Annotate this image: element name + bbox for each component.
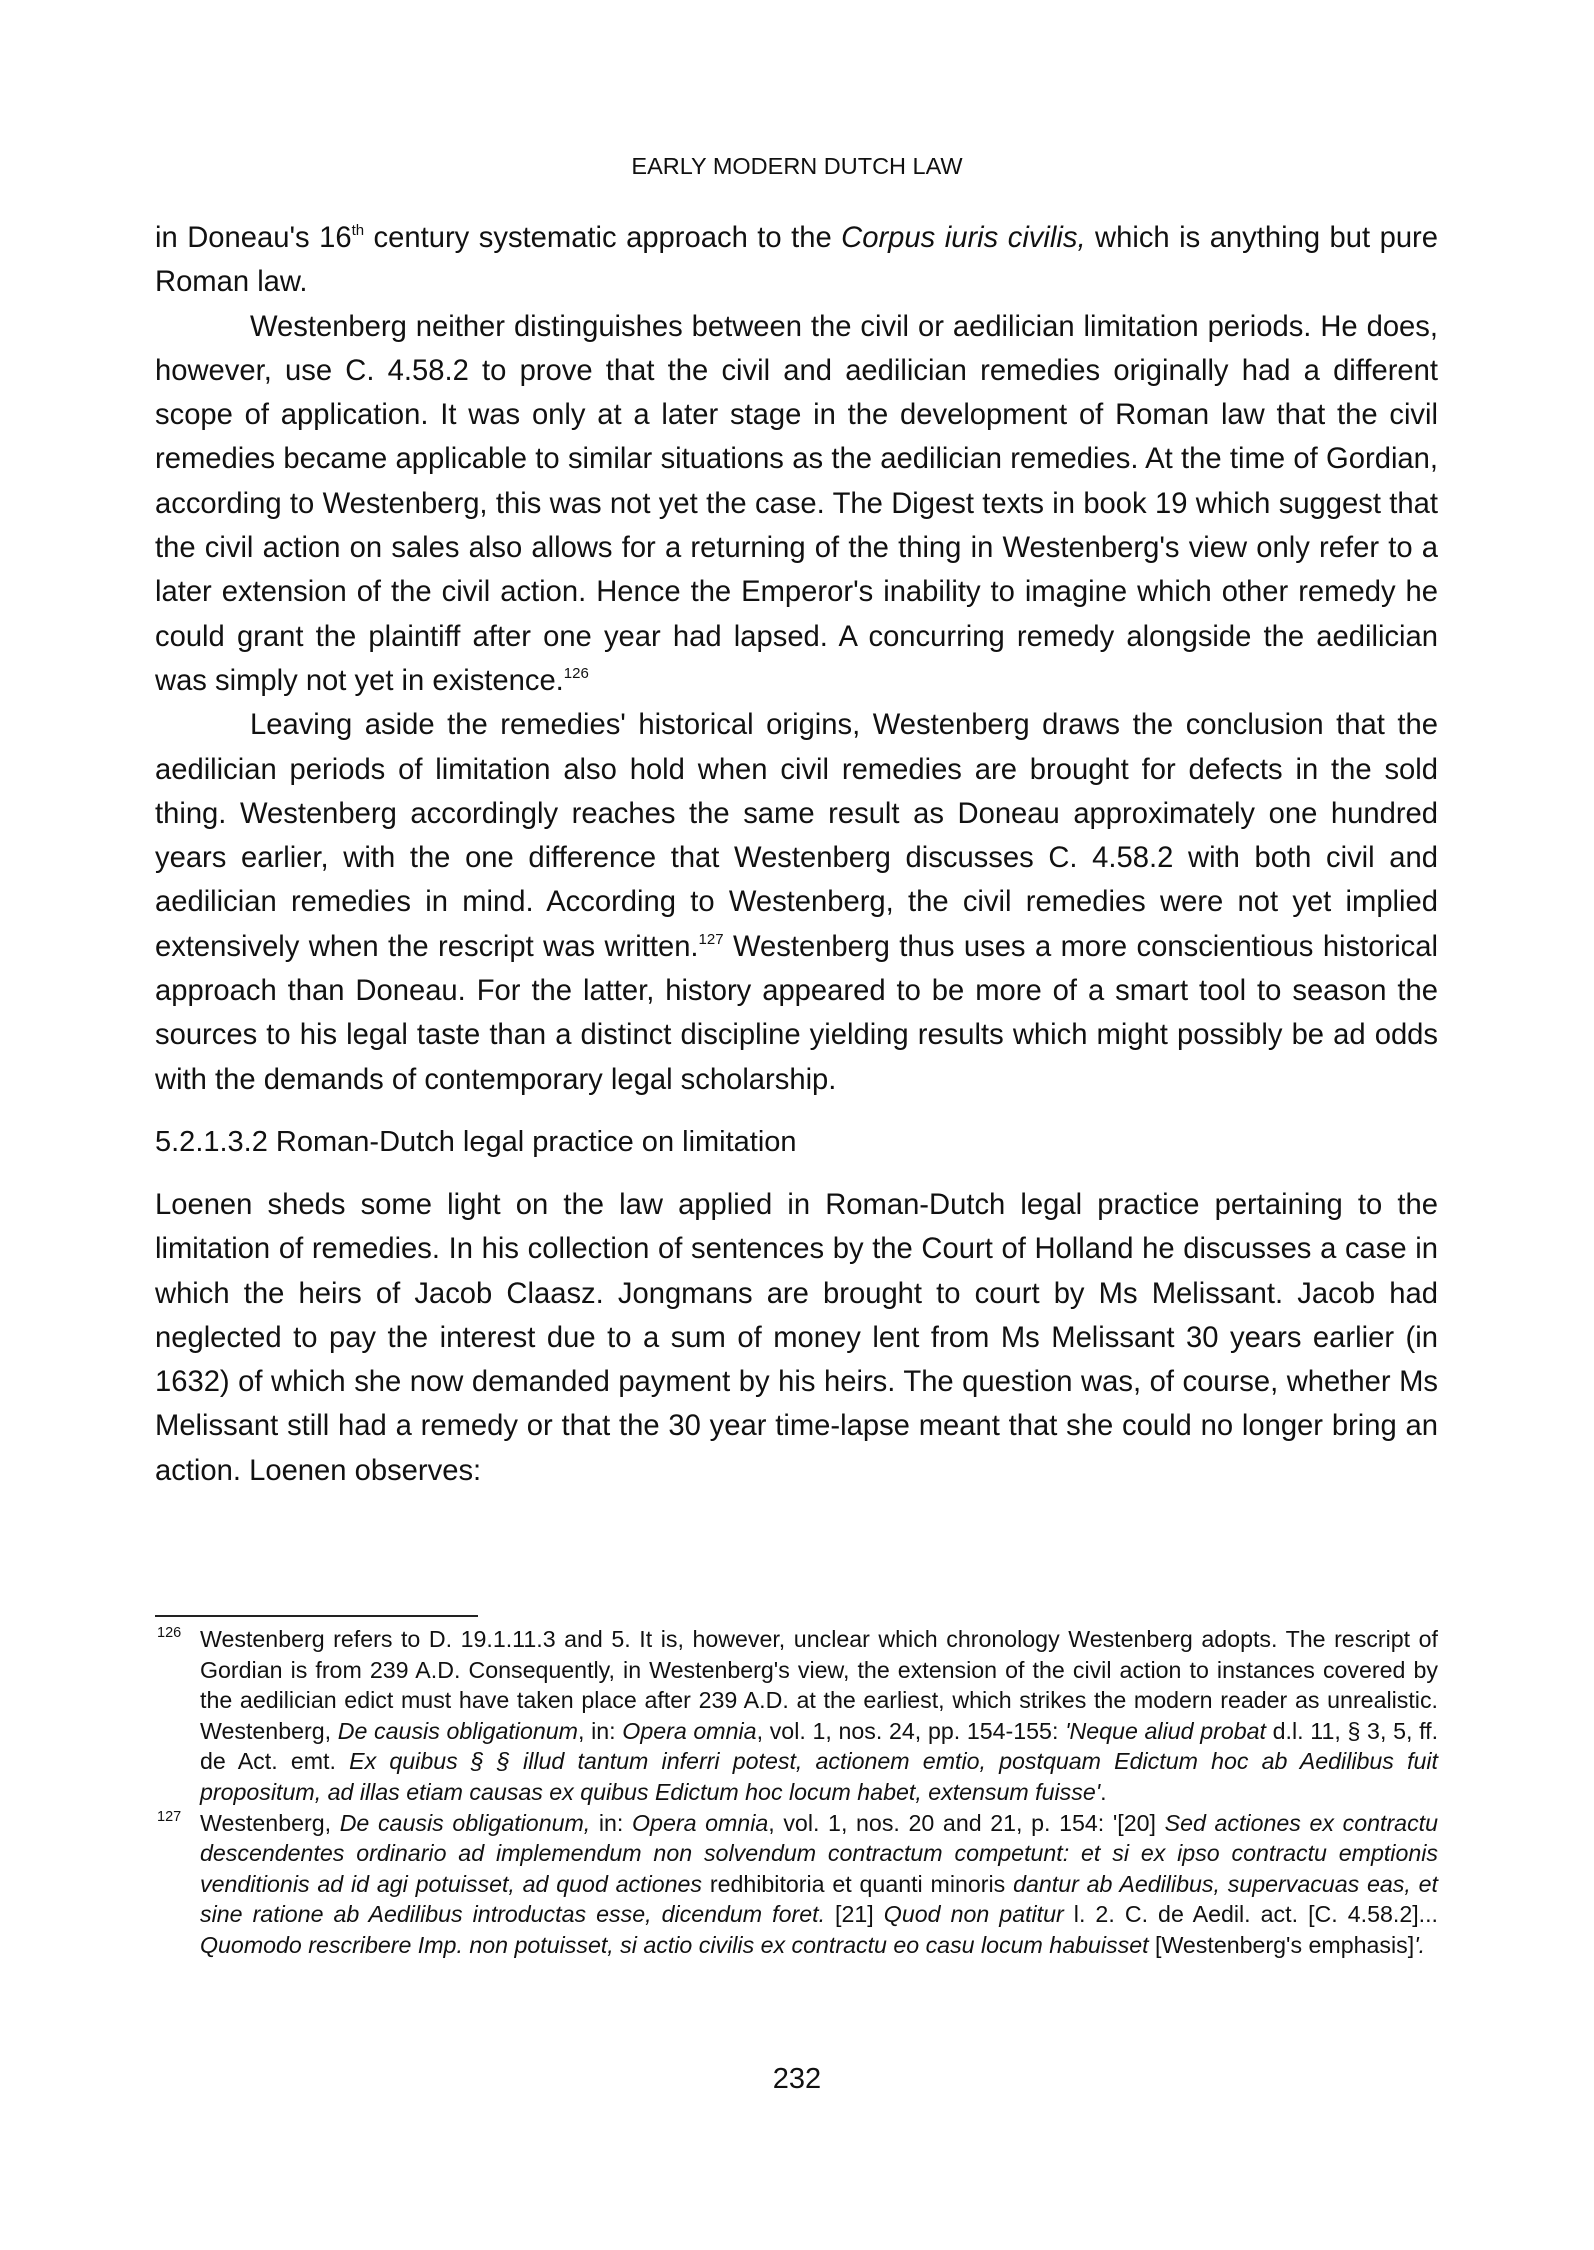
text-segment: Leaving aside the remedies' historical origins, Westenberg draws the conclusion that the aedilician periods of limitation also hold when civil remedies are brought for defects in the sold thing. Westenberg accordingly reaches the same result as Doneau approximately one hundred years earlier, with the one difference that Westenberg discusses C. 4.58.2 with both civil and aedilician remedies in mind. According to Westenberg, the civil remedies were not yet implied extensively when the rescript was written. xyxy=(155,709,1438,963)
body-text xyxy=(155,216,1438,1493)
paragraph-3 xyxy=(155,703,1438,1102)
footnote-ref-127[interactable]: 127 xyxy=(698,930,724,948)
text-segment: Westenberg, xyxy=(200,1809,340,1836)
text-segment: , in: xyxy=(577,1717,623,1744)
italic-segment: De causis obligationum, xyxy=(339,1809,591,1836)
text-segment: century systematic approach to the xyxy=(364,222,842,254)
text-segment: , vol. 1, nos. 20 and 21, p. 154: '[20] xyxy=(768,1809,1165,1836)
running-header: EARLY MODERN DUTCH LAW xyxy=(631,153,963,179)
italic-segment: Opera omnia xyxy=(622,1717,757,1744)
text-segment: Westenberg neither distinguishes between the civil or aedilician limitation periods. He does, however, use C. 4.58.2 to prove that the civil and aedilician remedies originally had a different scope of application. It was only at a later stage in the development of Roman law that the civil remedies became applicable to similar situations as the aedilician remedies. At the time of Gordian, according to Westenberg, this was not yet the case. The Digest texts in book 19 which suggest that the civil action on sales also allows for a returning of the thing in Westenberg's view only refer to a later extension of the civil action. Hence the Emperor's inability to imagine which other remedy he could grant the plaintiff after one year had lapsed. A concurring remedy alongside the aedilician was simply not yet in existence. xyxy=(155,310,1438,697)
footnote-number: 126 xyxy=(157,1625,182,1641)
section-heading: 5.2.1.3.2 Roman-Dutch legal practice on limitation xyxy=(155,1125,797,1158)
italic-segment: dantur ab Aedilibus, supervacuas eas, et sine ratione ab Aedilibus introductas esse, dicendum foret. xyxy=(200,1870,1438,1928)
italic-segment: Quod non patitur xyxy=(883,1901,1064,1928)
italic-segment: '. xyxy=(1414,1931,1426,1958)
text-segment: d.l. 11, § 3, 5, ff. de Act. emt. xyxy=(200,1717,1439,1775)
text-segment: which is anything but pure Roman law. xyxy=(155,222,1439,299)
text-segment: l. 2. C. de Aedil. act. [C. 4.58.2]... xyxy=(1063,1901,1438,1928)
italic-segment: Sed actiones ex contractu descendentes ordinario ad implemendum non solvendum contractum competunt: et si ex ipso contractu emptionis venditionis ad id agi potuisset, ad quod actiones xyxy=(200,1809,1439,1897)
italic-segment: De causis obligationum xyxy=(337,1717,578,1744)
superscript-ordinal: th xyxy=(351,222,365,239)
footnote-number: 127 xyxy=(157,1808,182,1825)
footnote-text xyxy=(200,1626,1438,1805)
footnotes xyxy=(155,1624,1438,1961)
italic-segment: 'Neque aliud probat xyxy=(1065,1717,1266,1744)
text-segment: Westenberg thus uses a more conscientious historical approach than Doneau. For the latter, history appeared to be more of a smart tool to season the sources to his legal taste than a distinct discipline yielding results which might possibly be ad odds with the demands of contemporary legal scholarship. xyxy=(155,930,1438,1096)
footnote-127 xyxy=(155,1808,1438,1961)
italic-segment: Ex quibus § § illud tantum inferri potest, actionem emtio, postquam Edictum hoc ab Aedilibus fuit propositum, ad illas etiam causas ex quibus Edictum hoc locum habet, extensum fuisse' xyxy=(200,1748,1438,1805)
text-segment: redhibitoria et quanti minoris xyxy=(702,1870,1014,1897)
paragraph-4 xyxy=(155,1183,1438,1493)
text-segment: in Doneau's 16 xyxy=(155,222,352,254)
text-segment: Loenen sheds some light on the law applied in Roman-Dutch legal practice pertaining to the limitation of remedies. In his collection of sentences by the Court of Holland he discusses a case in which the heirs of Jacob Claasz. Jongmans are brought to court by Ms Melissant. Jacob had neglected to pay the interest due to a sum of money lent from Ms Melissant 30 years earlier (in 1632) of which she now demanded payment by his heirs. The question was, of course, whether Ms Melissant still had a remedy or that the 30 year time-lapse meant that she could no longer bring an action. Loenen observes: xyxy=(155,1188,1438,1487)
paragraph-1 xyxy=(155,216,1438,305)
footnote-separator xyxy=(155,1615,478,1617)
italic-segment: Quomodo rescribere Imp. non potuisset, si actio civilis ex contractu eo casu locum habuisset xyxy=(200,1931,1149,1958)
text-segment: . xyxy=(1100,1778,1107,1805)
footnote-ref-126[interactable]: 126 xyxy=(563,664,589,682)
text-segment: [21] xyxy=(825,1901,884,1928)
footnote-126 xyxy=(155,1624,1438,1808)
italic-segment: Opera omnia xyxy=(632,1809,769,1836)
text-segment: Westenberg refers to D. 19.1.11.3 and 5. It is, however, unclear which chronology Westenberg adopts. The rescript of Gordian is from 239 A.D. Consequently, in Westenberg's view, the extension of the civil action to instances covered by the aedilician edict must have taken place after 239 A.D. at the earliest, which strikes the modern reader as unrealistic. Westenberg, xyxy=(200,1626,1438,1744)
page-number: 232 xyxy=(772,2063,822,2095)
text-segment: in: xyxy=(590,1809,633,1836)
italic-title-corpus-iuris: Corpus iuris civilis, xyxy=(841,222,1086,254)
text-segment: [Westenberg's emphasis] xyxy=(1148,1931,1415,1958)
footnote-text xyxy=(200,1810,1438,1958)
text-segment: , vol. 1, nos. 24, pp. 154-155: xyxy=(756,1717,1066,1744)
paragraph-2 xyxy=(155,305,1438,704)
